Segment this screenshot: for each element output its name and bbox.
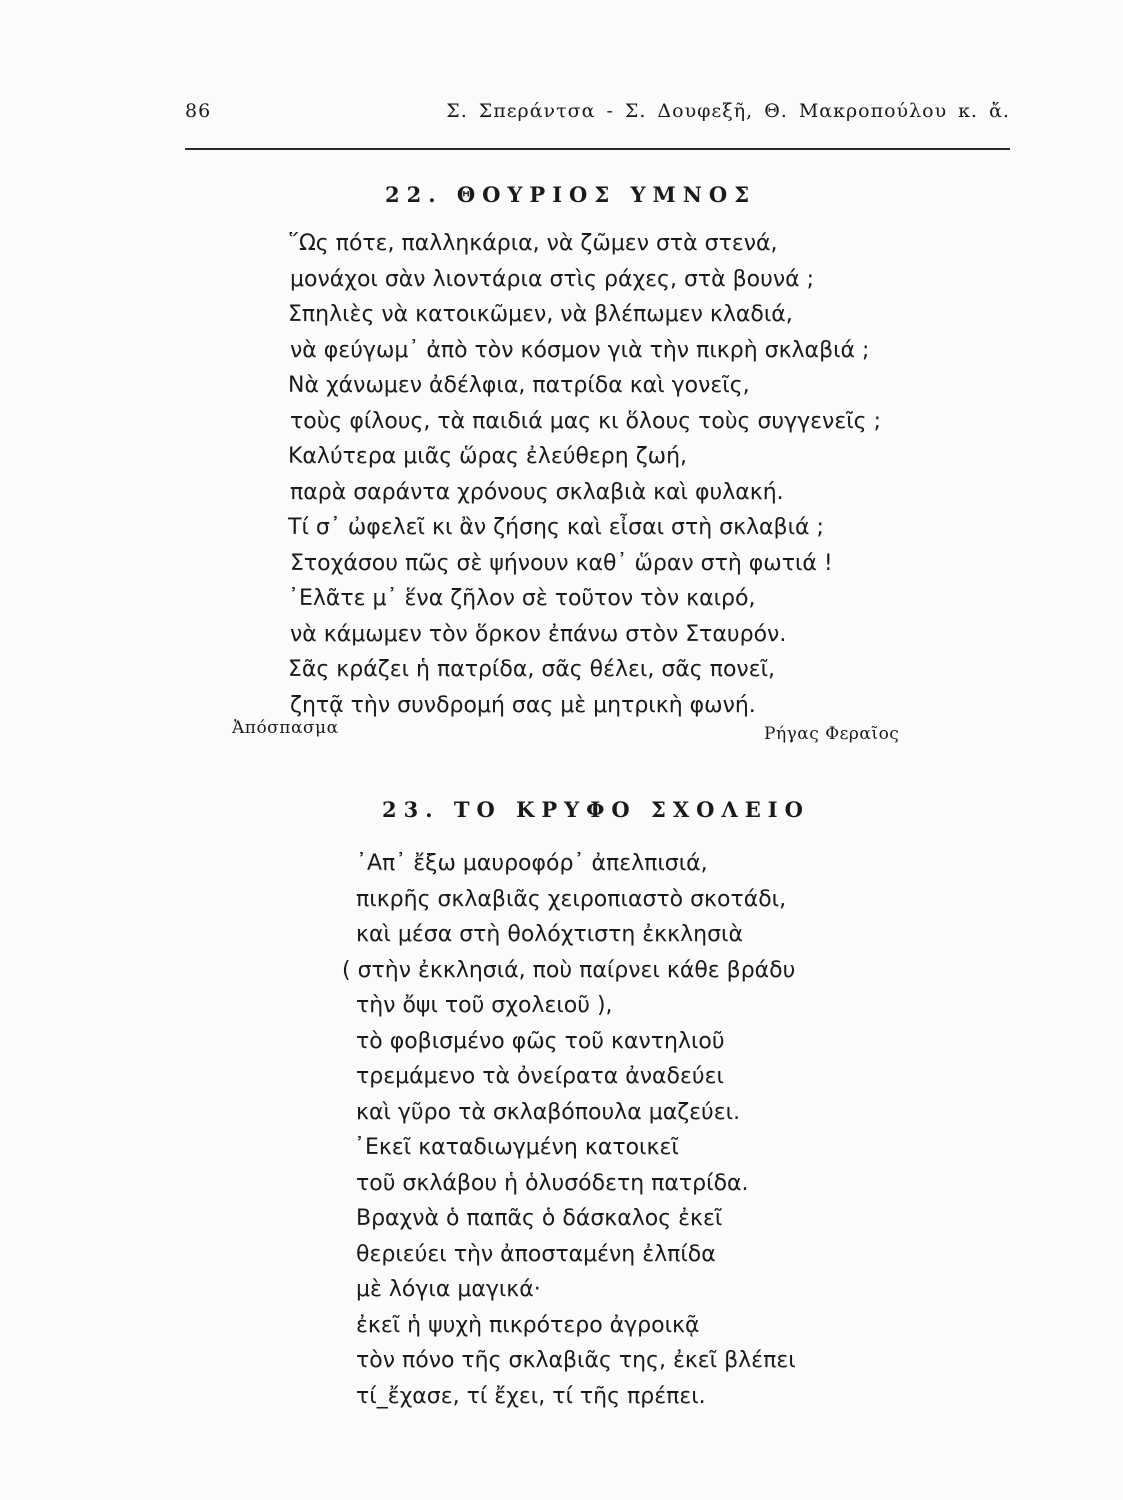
running-head: Σ. Σπεράντσα - Σ. Δουφεξῆ, Θ. Μακροπούλου κ. ἄ. [446,100,1010,122]
excerpt-note: Ἀπόσπασμα [232,718,339,738]
poem-line: τοὺς φίλους, τὰ παιδιά μας κι ὅλους τοὺς συγγενεῖς ; [290,408,882,434]
poem-line: καὶ μέσα στὴ θολόχτιστη ἐκκλησιὰ [356,922,743,947]
author-attribution: Ρήγας Φεραῖος [764,724,900,744]
poem-line: ᾽Ελᾶτε μ᾽ ἕνα ζῆλον σὲ τοῦτον τὸν καιρό, [288,586,756,611]
poem-line: νὰ φεύγωμ᾽ ἀπὸ τὸν κόσμον γιὰ τὴν πικρὴ σκλαβιά ; [290,337,870,363]
poem-line: παρὰ σαράντα χρόνους σκλαβιὰ καὶ φυλακή. [290,479,784,505]
poem-line: Καλύτερα μιᾶς ὥρας ἐλεύθερη ζωή, [288,444,688,469]
poem-line: θεριεύει τὴν ἀποσταμένη ἐλπίδα [356,1241,716,1267]
poem-line: Τί σ᾽ ὠφελεῖ κι ἂν ζήσης καὶ εἶσαι στὴ σκλαβιά ; [288,515,824,540]
poem-line: ᾽Εκεῖ καταδιωγμένη κατοικεῖ [354,1135,679,1160]
poem-line: νὰ κάμωμεν τὸν ὅρκον ἐπάνω στὸν Σταυρόν. [290,621,787,647]
poem-line: ζητᾷ τὴν συνδρομή σας μὲ μητρικὴ φωνή. [290,692,756,718]
poem-line: ( στὴν ἐκκλησιά, ποὺ παίρνει κάθε βράδυ [342,957,796,983]
poem-line: Βραχνὰ ὁ παπᾶς ὁ δάσκαλος ἐκεῖ [356,1206,723,1231]
poem-line: καὶ γῦρο τὰ σκλαβόπουλα μαζεύει. [356,1099,741,1125]
poem-line: Νὰ χάνωμεν ἀδέλφια, πατρίδα καὶ γονεῖς, [288,373,750,398]
page-number: 86 [185,100,212,122]
poem-line: ἐκεῖ ἡ ψυχὴ πικρότερο ἀγροικᾷ [356,1312,700,1338]
poem-line: Σᾶς κράζει ἡ πατρίδα, σᾶς θέλει, σᾶς πονεῖ, [288,657,776,682]
poem-line: μονάχοι σὰν λιοντάρια στὶς ράχες, στὰ βουνά ; [290,266,815,292]
page-header [185,100,1010,150]
poem-line: τὸ φοβισμένο φῶς τοῦ καντηλιοῦ [356,1028,725,1054]
poem-line: τὸν πόνο τῆς σκλαβιᾶς της, ἐκεῖ βλέπει [356,1348,796,1373]
section-title-kryfo-scholeio: 23. ΤΟ ΚΡΥΦΟ ΣΧΟΛΕΙΟ [382,797,810,822]
poem-kryfo-scholeio [342,846,796,1414]
poem-line: τοῦ σκλάβου ἡ ὁλυσόδετη πατρίδα. [356,1170,749,1196]
section-title-thourios-ymnos: 22. ΘΟΥΡΙΟΣ ΥΜΝΟΣ [385,182,757,207]
poem-line: Σπηλιὲς νὰ κατοικῶμεν, νὰ βλέπωμεν κλαδιά, [288,302,793,327]
poem-line: ῞Ως πότε, παλληκάρια, νὰ ζῶμεν στὰ στενά, [288,231,778,256]
poem-thourios-ymnos [288,226,881,723]
poem-line: τρεμάμενο τὰ ὀνείρατα ἀναδεύει [356,1064,724,1089]
poem-line: τί_ἔχασε, τί ἔχει, τί τῆς πρέπει. [356,1383,706,1409]
poem-line: τὴν ὄψι τοῦ σχολειοῦ ), [356,993,613,1018]
poem-line: πικρῆς σκλαβιᾶς χειροπιαστὸ σκοτάδι, [356,886,787,912]
poem-line: μὲ λόγια μαγικά· [356,1277,541,1302]
poem-line: Στοχάσου πῶς σὲ ψήνουν καθ᾽ ὥραν στὴ φωτιά ! [290,550,833,576]
poem-line: ᾽Απ᾽ ἔξω μαυροφόρ᾽ ἀπελπισιά, [356,851,708,876]
